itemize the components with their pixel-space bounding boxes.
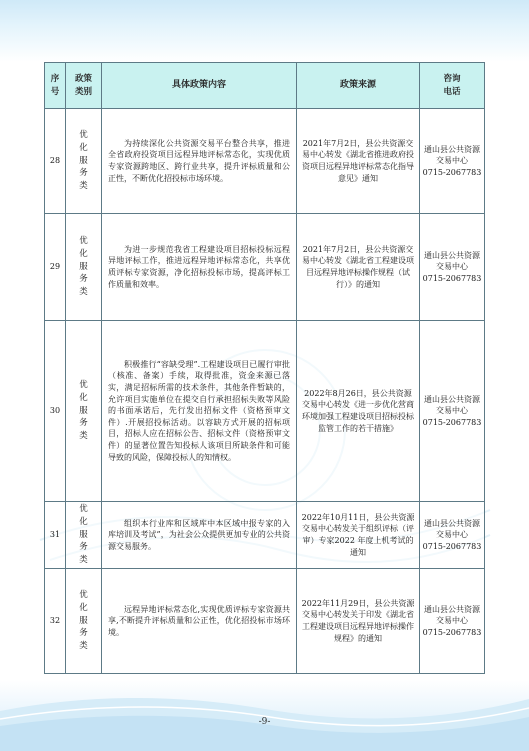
row-category: 优化服务类 — [66, 321, 102, 502]
row-content: 组织本行业库和区域库中本区域中报专家的入库培训及考试”，为社会公众提供更加专业的公共资源交易服务。 — [102, 502, 297, 569]
row-source: 2021年7月2日，县公共资源交易中心转发《湖北省推进政府投资项目远程异地评标常态化指导意见》通知 — [297, 109, 420, 214]
row-number: 32 — [45, 569, 66, 674]
header-category: 政策类别 — [66, 63, 102, 109]
page-number: -9- — [258, 717, 271, 727]
row-source: 2022年8月26日，县公共资源交易中心转发《进一步优化营商环境加强工程建设项目招标投标监管工作的若干措施》 — [297, 321, 420, 502]
phone-number: 0715-2067783 — [422, 541, 482, 551]
phone-org: 通山县公共资源交易中心 — [424, 518, 480, 540]
row-source: 2022年10月11日，县公共资源交易中心转发关于组织评标（评审）专家2022 年度上机考试的通知 — [297, 502, 420, 569]
header-num: 序号 — [45, 63, 66, 109]
table-row — [45, 569, 485, 674]
phone-number: 0715-2067783 — [422, 417, 482, 427]
phone-number: 0715-2067783 — [422, 167, 482, 177]
phone-org: 通山县公共资源交易中心 — [424, 250, 480, 272]
row-category: 优化服务类 — [66, 109, 102, 214]
row-number: 28 — [45, 109, 66, 214]
header-content: 具体政策内容 — [102, 63, 297, 109]
table-row — [45, 502, 485, 569]
phone-number: 0715-2067783 — [422, 627, 482, 637]
row-phone — [420, 214, 485, 321]
row-phone — [420, 569, 485, 674]
row-phone — [420, 321, 485, 502]
row-content: 为进一步规范我省工程建设项目招标投标远程异地评标工作，推进远程异地评标常态化，共享优质评标专家资源，净化招标投标市场，提高评标工作质量和效率。 — [102, 214, 297, 321]
row-source: 2022年11月29日，县公共资源交易中心转发关于印发《湖北省工程建设项目远程异地评标操作规程》的通知 — [297, 569, 420, 674]
header-phone: 咨询电话 — [420, 63, 485, 109]
table-row — [45, 214, 485, 321]
row-category: 优化服务类 — [66, 214, 102, 321]
row-category: 优化服务类 — [66, 502, 102, 569]
policy-table — [44, 62, 485, 674]
table-row — [45, 321, 485, 502]
row-phone — [420, 109, 485, 214]
row-content: 远程异地评标常态化,实现优质评标专家资源共享,不断提升评标质量和公正性，优化招投标市场环境。 — [102, 569, 297, 674]
table-row — [45, 109, 485, 214]
bottom-wave-decoration — [0, 681, 529, 751]
row-number: 29 — [45, 214, 66, 321]
row-content: 为持续深化公共资源交易平台整合共享，推进全省政府投资项目远程异地评标常态化，实现优质专家资源跨地区、跨行业共享，提升评标质量和公正性，不断优化招投标市场环境。 — [102, 109, 297, 214]
row-category: 优化服务类 — [66, 569, 102, 674]
phone-org: 通山县公共资源交易中心 — [424, 604, 480, 626]
phone-org: 通山县公共资源交易中心 — [424, 144, 480, 166]
header-source: 政策来源 — [297, 63, 420, 109]
row-phone — [420, 502, 485, 569]
phone-number: 0715-2067783 — [422, 273, 482, 283]
row-number: 31 — [45, 502, 66, 569]
table-header-row — [45, 63, 485, 109]
row-number: 30 — [45, 321, 66, 502]
phone-org: 通山县公共资源交易中心 — [424, 394, 480, 416]
row-content: 积极推行“容缺受理”.工程建设项目已履行审批（核准、备案）手续，取得批准，资金来源已落实，满足招标所需的技术条件，其他条件暂缺的，允许项目实施单位在提交自行承担招标失败等风险的书面承诺后，先行发出招标文件（资格预审文件）.开展招投标活动。以容缺方式开展的招标项目，招标人应在招标公告、招标文件（资格预审文件）的显著位置告知投标人该项目所缺条件和可能导致的风险，保障投标人的知情权。 — [102, 321, 297, 502]
row-source: 2021年7月2日，县公共资源交易中心转发《湖北省工程建设项目远程异地评标操作规程（试行）》的通知 — [297, 214, 420, 321]
